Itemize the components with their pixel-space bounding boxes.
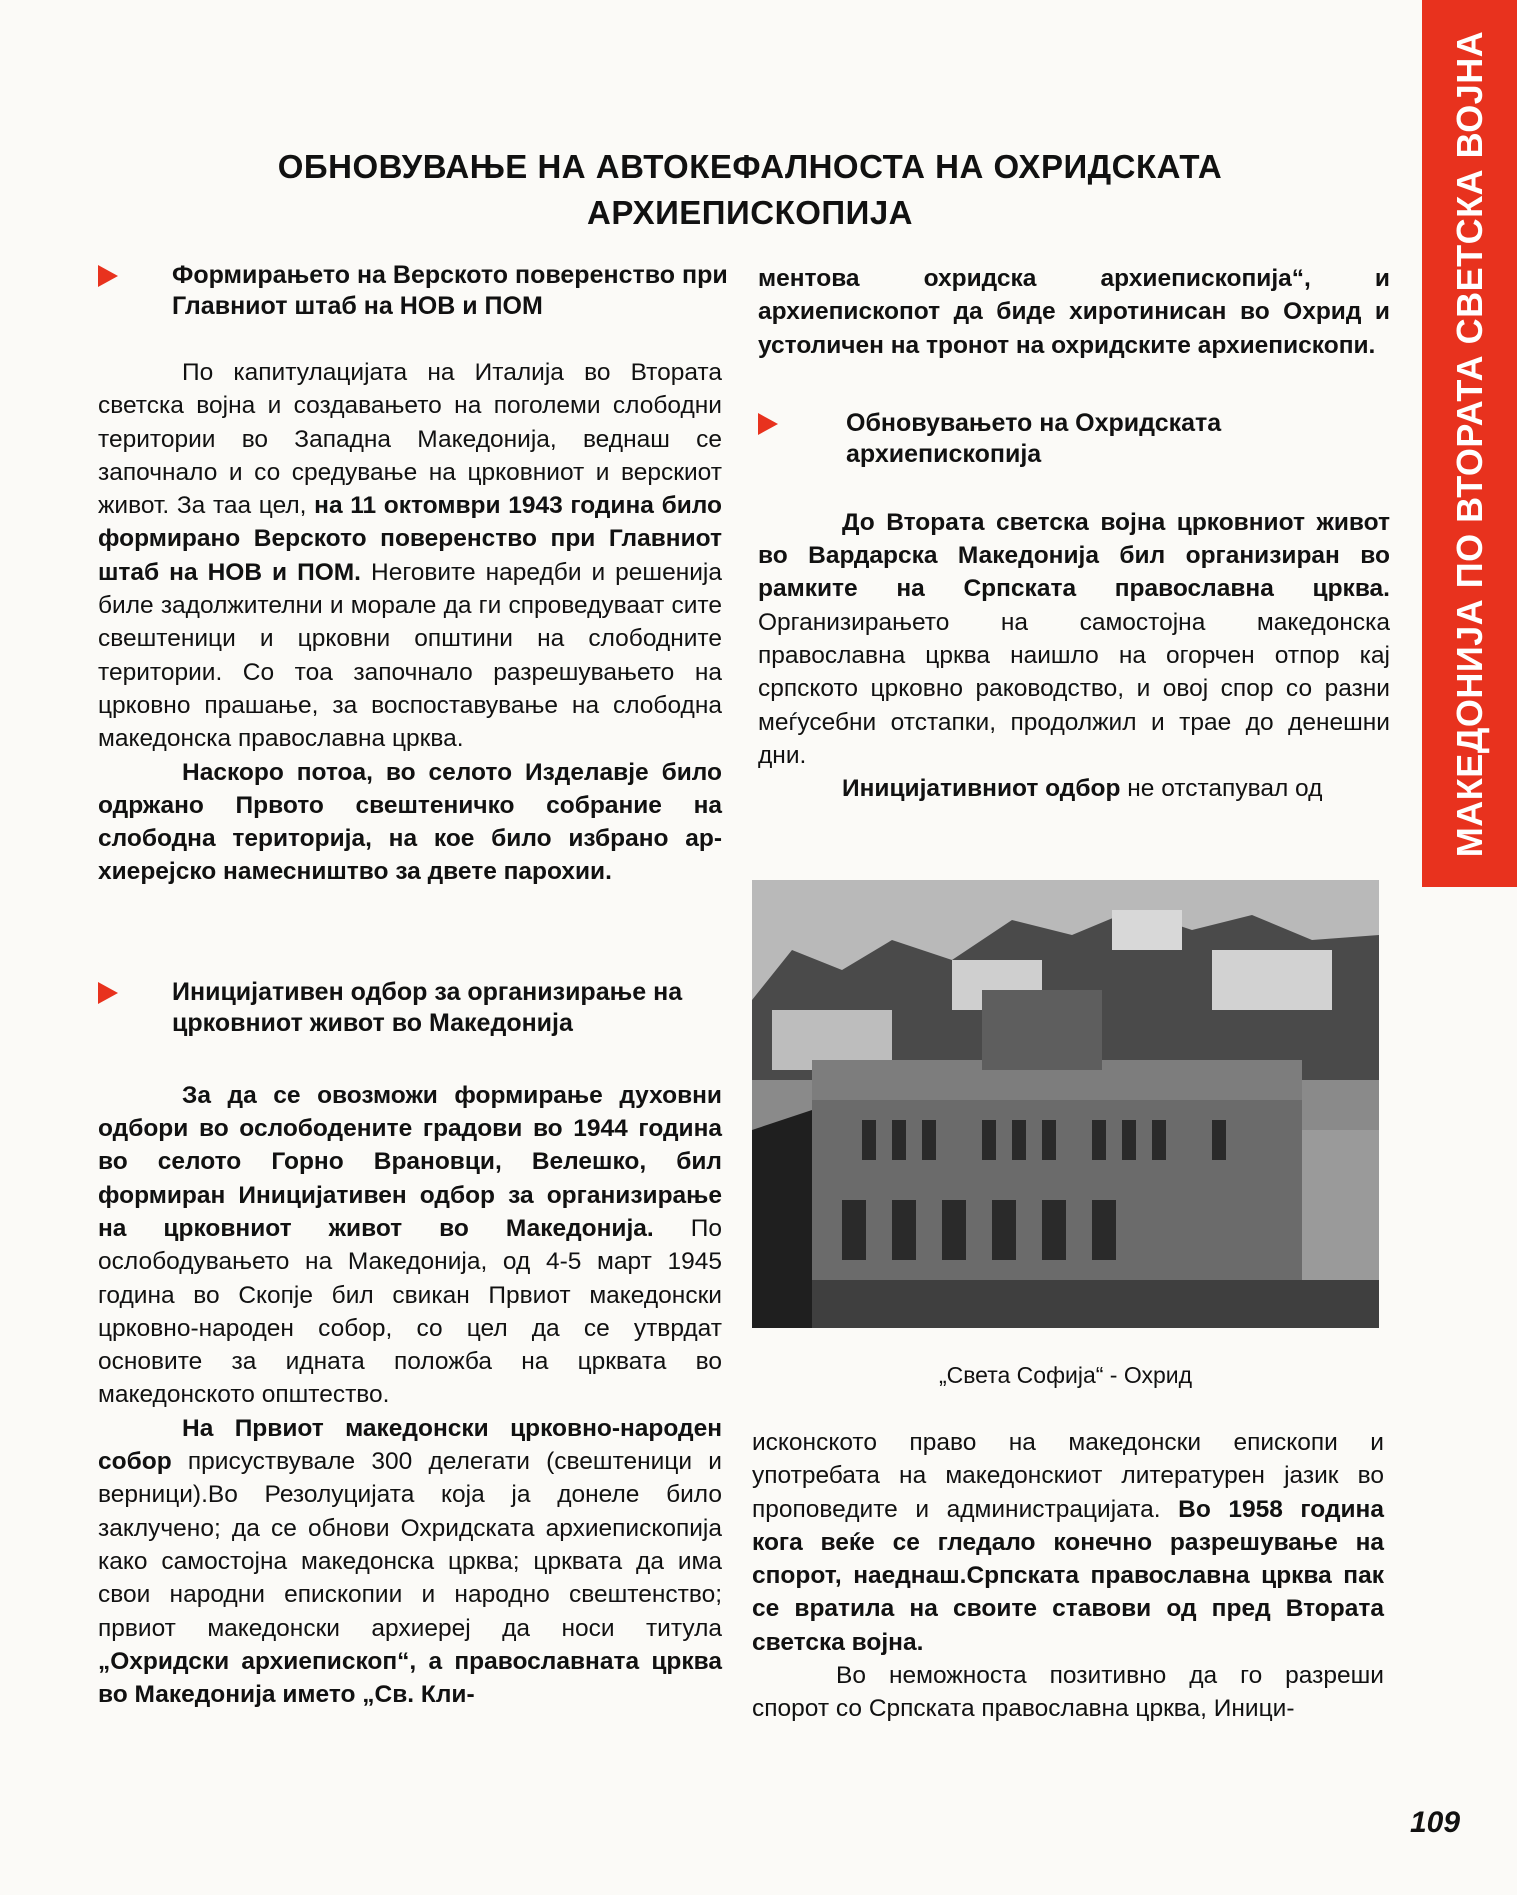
paragraph-1-bold: на 11 октомври 1943 година било формирано Верското поверенство при Главниот штаб на НОВ и ПОМ. [98,492,722,586]
paragraph-2 [98,756,722,889]
side-tab-label-box [1422,0,1517,887]
paragraph-7-a: исконското право на македонски епископи и употребата на македонскиот литературен јазик во проповедите и администрацијата. [752,1429,1384,1523]
left-column [98,260,728,1711]
paragraph-5-b: Организирањето на самостојна македонска православна црква наишло на огорчен отпор кај српското црковно раководство, и овој спор со разни меѓусебни отстапки, продолжил и трае до денешни дни. [758,608,1390,769]
section-heading-3-text: Обновувањето на Охридската архиепископија [846,408,1222,468]
section-heading-1-text: Формирањето на Верското поверенство при Главниот штаб на НОВ и ПОМ [172,261,728,320]
page-title [200,144,1300,236]
photo-caption: „Света Софија“ - Охрид [938,1362,1193,1388]
paragraph-4-bold: На Првиот македонски црковно-народен собор [98,1414,722,1476]
page-title-line-1: ОБНОВУВАЊЕ НА АВТОКЕФАЛНОСТА НА ОХРИДСКАТА [277,148,1223,185]
paragraph-3-b: По ослободувањето на Македонија, од 4-5 март 1945 година во Скопје бил свикан Првиот македонски црковно-народен собор, со цел да се утврдат основите за идната положба на црквата во македонското општество. [98,1214,722,1409]
section-heading-2 [98,977,732,1039]
church-photo-illustration [752,880,1379,1328]
paragraph-8-text: Во неможноста позитивно да го разреши спорот со Српската православна црква, Иници- [752,1662,1384,1723]
section-heading-1 [98,260,732,322]
paragraph-8 [752,1659,1384,1726]
paragraph-3 [98,1079,722,1412]
section-heading-2-text: Иницијативен одбор за организирање на црковниот живот во Македонија [172,977,683,1037]
paragraph-1-c: Неговите наредби и решенија биле задолжителни и морале да ги спроведуваат сите свештеници и црковни општини на слободните територии. Со тоа започнало разрешувањето на црковно прашање, за воспоставување на слободна македонска православна црква. [98,558,723,753]
arrow-bullet-icon [758,413,778,435]
paragraph-6 [758,772,1390,805]
church-photo [752,880,1379,1328]
paragraph-1-a: По капитулацијата на Италија во Втората светска војна и создавањето на поголеми слободни територии во Западна Македонија, веднаш се започнало и со средување на црковниот и верскиот живот. За таа цел, [98,359,722,520]
paragraph-7-bold: Во 1958 година кога веќе се гледало конечно разрешување на спорот, наеднаш.Српската православна црква пак се вратила на своите ставови од пред Втората светска војна. [752,1495,1384,1656]
paragraph-6-bold: Иницијативниот одбор [842,775,1121,803]
page-number: 109 [1410,1806,1461,1839]
paragraph-5 [758,506,1390,772]
paragraph-1 [98,356,722,756]
arrow-bullet-icon [98,265,118,287]
paragraph-continued [758,262,1390,362]
right-column-bottom [752,1426,1384,1726]
paragraph-3-bold: За да се овозможи формирање духовни одбори во ослободените градови во 1944 година во селото Горно Врановци, Велешко, бил формиран Иницијативен одбор за организирање на црковниот живот во Македонија. [98,1081,722,1242]
paragraph-4-bold-end: „Охридски архиепископ“, а православната црква во Македонија името „Св. Кли- [98,1647,722,1709]
right-column-top [758,262,1390,806]
paragraph-7 [752,1426,1384,1659]
paragraph-5-bold: До Втората светска војна црковниот живот во Вардарска Македонија бил организиран во рамките на Српската православна црква. [758,508,1390,603]
side-tab-label: МАКЕДОНИЈА ПО ВТОРАТА СВЕТСКА ВОЈНА [1448,30,1490,857]
arrow-bullet-icon [98,982,118,1004]
page-title-line-2: АРХИЕПИСКОПИЈА [586,194,914,231]
paragraph-6-b: не отстапувал од [1120,775,1323,803]
paragraph-2-bold: Наскоро потоа, во селото Изделавје било одржано Првото свештеничко собрание на слободна територија, на кое било избрано ар-хиерејско намесништво за двете парохии. [98,758,722,886]
paragraph-4 [98,1412,722,1712]
paragraph-4-b: присуствувале 300 делегати (свештеници и верници).Во Резолуцијата која ја донеле било заклучено; да се обнови Охридската архиепископија како самостојна македонска црква; црквата да има свои народни епископии и народно свештенство; првиот македонски архиереј да носи титула [98,1448,722,1642]
paragraph-continued-bold: ментова охридска архиепископија“, и архиепископот да биде хиротинисан во Охрид и устоличен на тронот на охридските архиепископи. [758,265,1390,359]
section-heading-3 [758,408,1366,470]
